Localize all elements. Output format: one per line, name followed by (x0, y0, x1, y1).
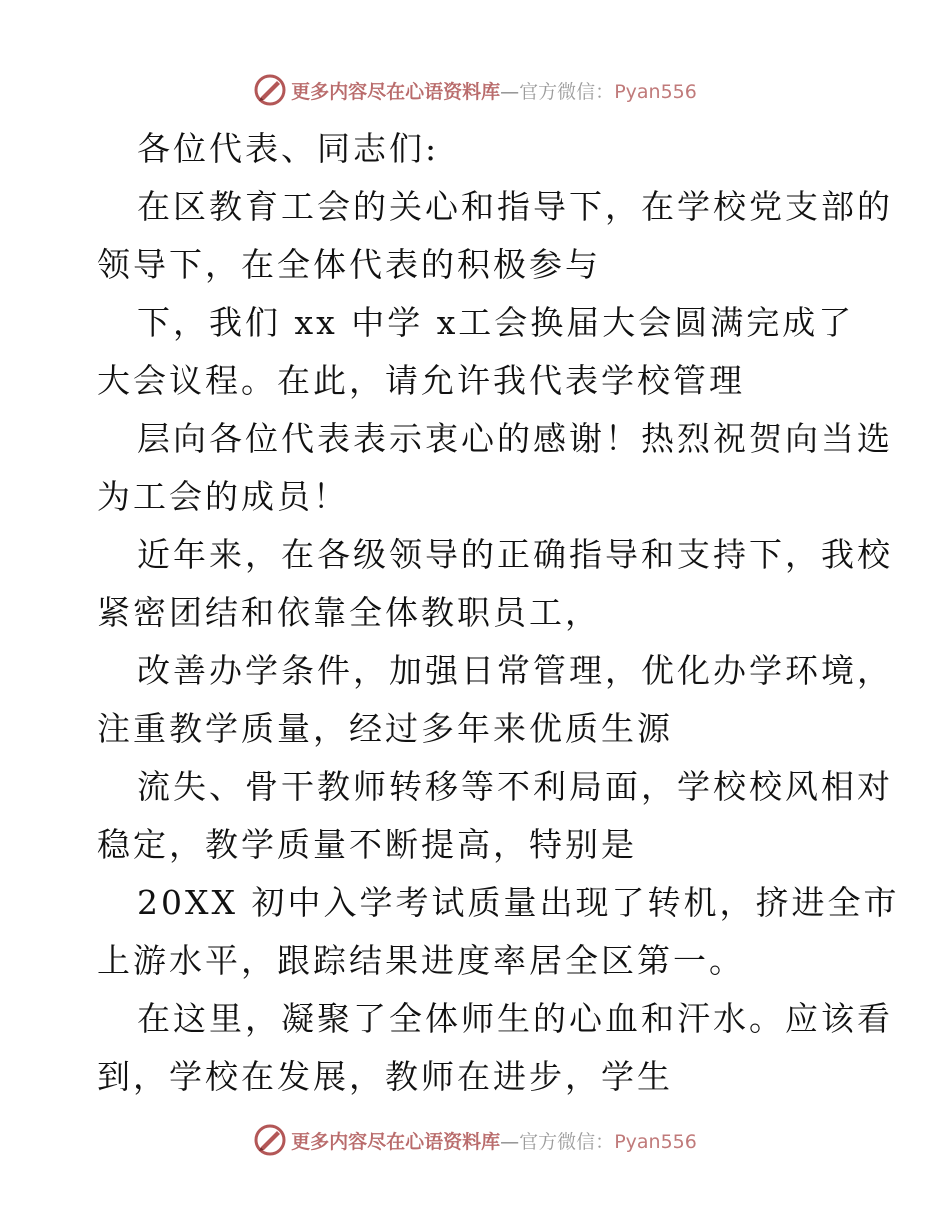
footer-banner-text (291, 1127, 697, 1154)
header-wechat-label: 官方微信： (519, 80, 615, 103)
document-body (97, 120, 900, 1106)
body-line: 流失、骨干教师转移等不利局面，学校校风相对 (137, 767, 893, 806)
body-line: 在这里，凝聚了全体师生的心血和汗水。应该看 (137, 999, 893, 1038)
footer-banner (0, 1120, 950, 1160)
header-banner (0, 70, 950, 110)
header-separator: — (500, 80, 520, 103)
header-banner-text (291, 77, 697, 104)
body-line: 下，我们 xx 中学 x工会换届大会圆满完成了 (137, 303, 855, 342)
footer-wechat-id: Pyan556 (614, 1130, 697, 1153)
pen-logo-icon (253, 73, 287, 107)
body-line: 在区教育工会的关心和指导下，在学校党支部的 (137, 187, 893, 226)
pen-logo-icon (253, 1123, 287, 1157)
body-line: 到，学校在发展，教师在进步，学生 (97, 1057, 673, 1096)
body-line: 上游水平，跟踪结果进度率居全区第一。 (97, 941, 745, 980)
body-line: 为工会的成员！ (97, 477, 349, 516)
body-line: 20XX 初中入学考试质量出现了转机，挤进全市 (137, 883, 900, 922)
footer-wechat-label: 官方微信： (519, 1130, 615, 1153)
footer-site-name: 更多内容尽在心语资料库 (291, 1130, 501, 1153)
body-line: 紧密团结和依靠全体教职员工， (97, 593, 601, 632)
body-line: 注重教学质量，经过多年来优质生源 (97, 709, 673, 748)
body-line: 大会议程。在此，请允许我代表学校管理 (97, 361, 745, 400)
body-line: 改善办学条件，加强日常管理，优化办学环境， (137, 651, 893, 690)
footer-separator: — (500, 1130, 520, 1153)
header-site-name: 更多内容尽在心语资料库 (291, 80, 501, 103)
body-line: 近年来，在各级领导的正确指导和支持下，我校 (137, 535, 893, 574)
body-line: 各位代表、同志们: (137, 129, 440, 168)
body-line: 稳定，教学质量不断提高，特别是 (97, 825, 637, 864)
body-line: 领导下，在全体代表的积极参与 (97, 245, 601, 284)
body-line: 层向各位代表表示衷心的感谢！热烈祝贺向当选 (137, 419, 893, 458)
header-wechat-id: Pyan556 (614, 80, 697, 103)
